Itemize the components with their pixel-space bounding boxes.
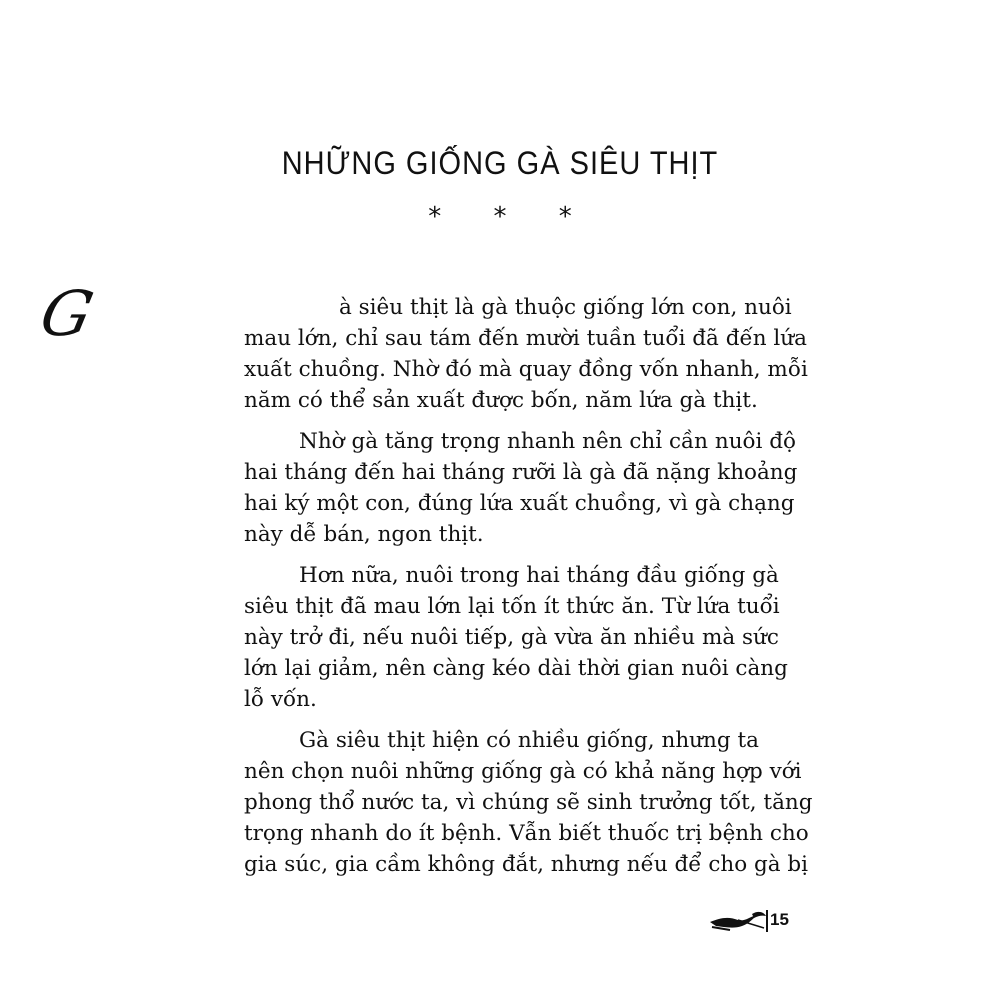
paragraph-1 xyxy=(244,292,808,416)
text-line: này dễ bán, ngon thịt. xyxy=(244,522,484,547)
text-line: Hơn nữa, nuôi trong hai tháng đầu giống gà xyxy=(299,563,779,588)
text-line: nên chọn nuôi những giống gà có khả năng hợp với xyxy=(244,759,802,784)
text-line: lớn lại giảm, nên càng kéo dài thời gian nuôi càng xyxy=(244,656,788,681)
text-line: hai tháng đến hai tháng rưỡi là gà đã nặng khoảng xyxy=(244,460,798,485)
drop-cap: G xyxy=(34,277,100,350)
section-ornament: * * * xyxy=(428,202,594,232)
text-line: hai ký một con, đúng lứa xuất chuồng, vì gà chạng xyxy=(244,491,795,516)
text-line: Nhờ gà tăng trọng nhanh nên chỉ cần nuôi độ xyxy=(299,429,796,454)
text-line: năm có thể sản xuất được bốn, năm lứa gà thịt. xyxy=(244,388,758,413)
text-line: này trở đi, nếu nuôi tiếp, gà vừa ăn nhiều mà sức xyxy=(244,625,779,650)
text-line: phong thổ nước ta, vì chúng sẽ sinh trưởng tốt, tăng xyxy=(244,790,813,815)
page-number-divider xyxy=(766,910,768,932)
text-line: mau lớn, chỉ sau tám đến mười tuần tuổi đã đến lứa xyxy=(244,326,807,351)
paragraph-3 xyxy=(244,560,788,715)
text-line: siêu thịt đã mau lớn lại tốn ít thức ăn. Từ lứa tuổi xyxy=(244,594,780,619)
page-number: 15 xyxy=(770,910,789,929)
text-line: xuất chuồng. Nhờ đó mà quay đồng vốn nhanh, mỗi xyxy=(244,357,808,382)
text-line: Gà siêu thịt hiện có nhiều giống, nhưng ta xyxy=(299,728,759,753)
chapter-title: NHỮNG GIỐNG GÀ SIÊU THỊT xyxy=(281,146,719,182)
text-line: trọng nhanh do ít bệnh. Vẫn biết thuốc trị bệnh cho xyxy=(244,821,809,846)
text-line: gia súc, gia cầm không đắt, nhưng nếu để cho gà bị xyxy=(244,852,809,877)
paragraph-2 xyxy=(244,426,798,550)
text-line: lỗ vốn. xyxy=(244,687,317,712)
body-text xyxy=(244,292,813,890)
paragraph-4 xyxy=(244,725,813,880)
text-line: à siêu thịt là gà thuộc giống lớn con, nuôi xyxy=(339,295,792,320)
